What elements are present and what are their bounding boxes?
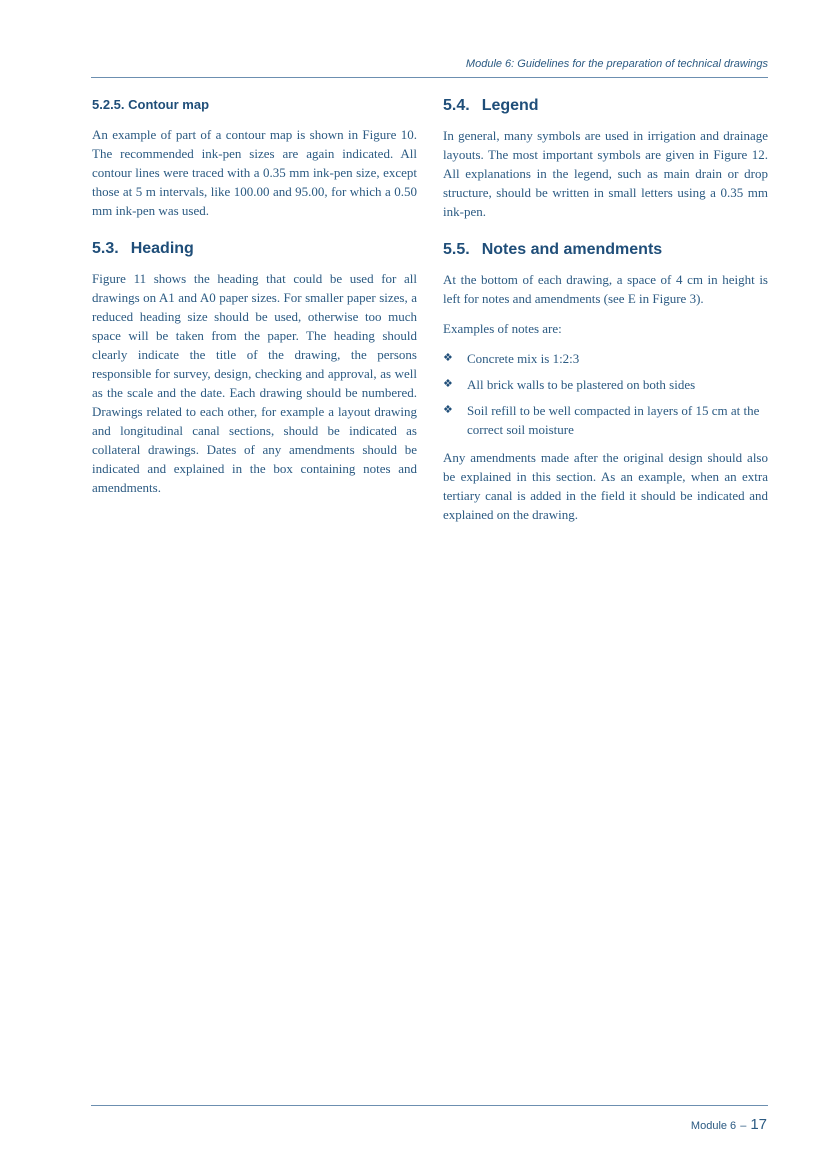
section-5-5-number: 5.5. <box>443 241 470 258</box>
footer-rule <box>91 1105 768 1106</box>
diamond-bullet-icon: ❖ <box>443 352 453 364</box>
header-rule <box>91 77 768 78</box>
running-header: Module 6: Guidelines for the preparation of technical drawings <box>465 58 768 70</box>
examples-label: Examples of notes are: <box>443 321 562 336</box>
section-5-4-body: In general, many symbols are used in irrigation and drainage layouts. The most important symbols are given in Figure 12. All explanations in the legend, such as main drain or drop structure, should be written in small letters using a 0.35 mm ink-pen. <box>443 128 768 219</box>
footer-dash: – <box>740 1120 747 1132</box>
section-5-3-number: 5.3. <box>92 240 119 257</box>
section-5-3-body: Figure 11 shows the heading that could be used for all drawings on A1 and A0 paper sizes. For smaller paper sizes, a reduced heading size should be used, otherwise too much space will be taken from the paper. The heading should clearly indicate the title of the drawing, the persons responsible for survey, design, checking and approval, as well as the scale and the date. Each drawing should be numbered. Drawings related to each other, for example a layout drawing and longitudinal canal sections, should be indicated as collateral drawings. Dates of any amendments should be indicated and explained in the box containing notes and amendments. <box>92 271 417 495</box>
left-column <box>92 96 417 508</box>
section-5-4-title: Legend <box>481 97 539 114</box>
section-5-4-heading <box>443 96 768 116</box>
section-5-3-title: Heading <box>130 240 194 257</box>
page-number: 17 <box>750 1116 767 1133</box>
section-5-5-intro: At the bottom of each drawing, a space of 4 cm in height is left for notes and amendments (see E in Figure 3). <box>443 272 768 306</box>
right-column <box>443 96 768 535</box>
list-item-text: Concrete mix is 1:2:3 <box>467 351 580 366</box>
section-5-5-heading <box>443 240 768 260</box>
list-item-text: Soil refill to be well compacted in layers of 15 cm at the correct soil moisture <box>467 403 760 437</box>
section-5-2-5-body: An example of part of a contour map is shown in Figure 10. The recommended ink-pen sizes are again indicated. All contour lines were traced with a 0.35 mm ink-pen size, except those at 5 m intervals, like 100.00 and 95.00, for which a 0.50 mm ink-pen was used. <box>92 127 417 218</box>
section-5-2-5-heading: 5.2.5. Contour map <box>92 97 210 112</box>
section-5-5-closing: Any amendments made after the original design should also be explained in this section. As an example, when an extra tertiary canal is added in the field it should be indicated and explained on the drawing. <box>443 450 768 522</box>
section-5-5-title: Notes and amendments <box>481 241 663 258</box>
list-item <box>443 401 768 439</box>
footer-module-label: Module 6 <box>690 1120 737 1132</box>
diamond-bullet-icon: ❖ <box>443 378 453 390</box>
section-5-3-heading <box>92 239 417 259</box>
diamond-bullet-icon: ❖ <box>443 404 453 416</box>
list-item-text: All brick walls to be plastered on both sides <box>467 377 696 392</box>
notes-list <box>443 349 768 439</box>
list-item <box>443 349 768 368</box>
list-item <box>443 375 768 394</box>
section-5-4-number: 5.4. <box>443 97 470 114</box>
page-footer <box>691 1116 767 1133</box>
